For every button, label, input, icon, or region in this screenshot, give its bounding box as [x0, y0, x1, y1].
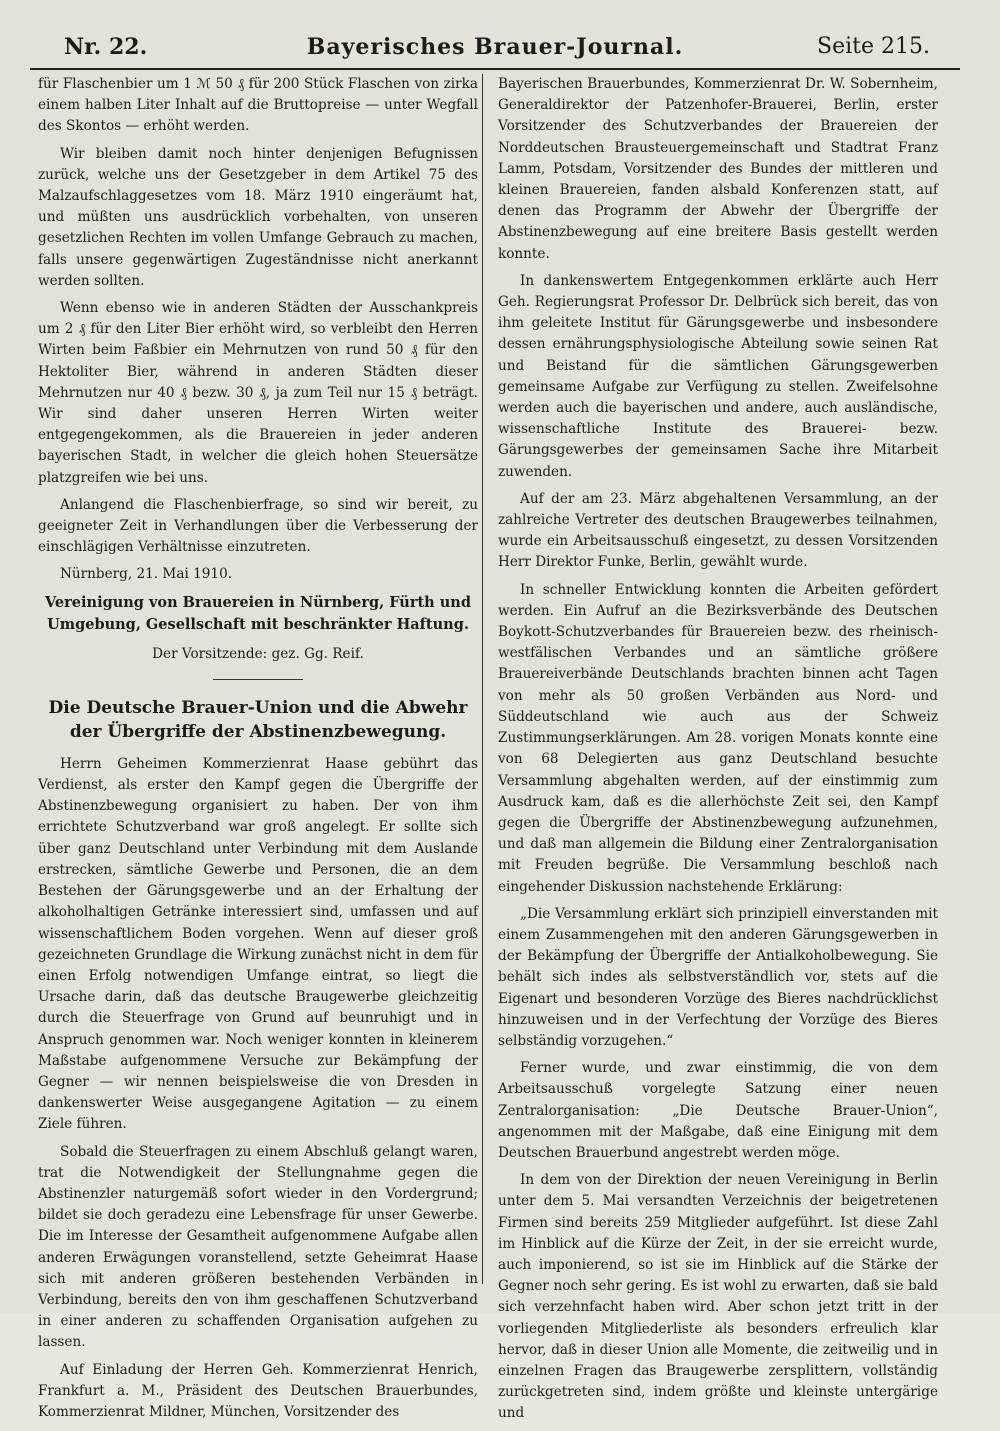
paragraph: Bayerischen Brauerbundes, Kommerzienrat Dr. W. Sobernheim, Generaldirektor der Patzenhofer-Brauerei, Berlin, erster Vorsitzender des Schutzverbandes der Brauereien der Norddeutschen Brausteuergemeinschaft und Stadtrat Franz Lamm, Potsdam, Vorsitzender des Bundes der mittleren und kleinen Brauereien, fanden alsbald Konferenzen statt, auf denen das Programm der Abwehr der Übergriffe der Abstinenzbewegung auf eine breitere Basis gestellt werden konnte.: [498, 76, 938, 262]
paragraph: Auf Einladung der Herren Geh. Kommerzienrat Henrich, Frankfurt a. M., Präsident des Deutschen Brauerbundes, Kommerzienrat Mildner, München, Vorsitzender des: [38, 1361, 478, 1420]
column-divider: [482, 74, 483, 1284]
paragraph: Auf der am 23. März abgehaltenen Versammlung, an der zahlreiche Vertreter des deutschen Braugewerbes teilnahmen, wurde ein Arbeitsausschuß eingesetzt, zu dessen Vorsitzenden Herr Direktor Funke, Berlin, gewählt wurde.: [498, 490, 938, 571]
page-number: Seite 215.: [817, 34, 930, 59]
paragraph: Anlangend die Flaschenbierfrage, so sind wir bereit, zu geeigneter Zeit in Verhandlungen über die Verbesserung der einschlägigen Verhältnisse einzutreten.: [38, 496, 478, 556]
paragraph: In dem von der Direktion der neuen Vereinigung in Berlin unter dem 5. Mai versandten Verzeichnis der beigetretenen Firmen sind bereits 259 Mitglieder aufgeführt. Ist diese Zahl im Hinblick auf die Kürze der Zeit, in der sie erreicht wurde, auch imponierend, so ist sie im Hinblick auf die Stärke der Gegner noch sehr gering. Es ist wohl zu erwarten, daß sie bald sich verzehnfacht haben wird. Aber schon jetzt tritt in der vorliegenden Mitgliederliste als besonders erfreulich klar hervor, daß in dieser Union alle Momente, die zeitweilig und in einzelnen Fragen das Braugewerbe zersplittern, vollständig zurückgetreten sind, indem größte und kleinste untergärige und: [498, 1172, 938, 1422]
article-heading: Die Deutsche Brauer-Union und die Abwehr der Übergriffe der Abstinenzbewegung.: [48, 697, 468, 742]
left-column: [38, 74, 478, 1429]
paragraph: In dankenswertem Entgegenkommen erklärte auch Herr Geh. Regierungsrat Professor Dr. Delbrück sich bereit, das von ihm geleitete Institut für Gärungsgewerbe und insbesondere dessen ernährungsphysiologische Abteilung sowie seinen Rat und Beistand für die sämtlichen Gärungsgewerben gemeinsame Aufgabe zur Verfügung zu stellen. Zweifelsohne werden auch die bayerischen und andere, auch ausländische, wissenschaftliche Institute des Brauerei- bezw. Gärungsgewerbes der gemeinsamen Sache ihre Mitarbeit zuwenden.: [498, 272, 938, 480]
paragraph: Wir bleiben damit noch hinter denjenigen Befugnissen zurück, welche uns der Gesetzgeber in dem Artikel 75 des Malzaufschlaggesetzes vom 18. März 1910 eingeräumt hat, und müßten uns ausdrücklich vorbehalten, von unseren gesetzlichen Rechten im vollen Umfange Gebrauch zu machen, falls unsere gegenwärtigen Zugeständnisse nicht anerkannt werden sollten.: [38, 145, 478, 289]
place-date: Nürnberg, 21. Mai 1910.: [60, 566, 233, 583]
paragraph: für Flaschenbier um 1 ℳ 50 ₰ für 200 Stück Flaschen von zirka einem halben Liter Inhalt auf die Bruttopreise — unter Wegfall des Skontos — erhöht werden.: [38, 76, 478, 135]
paragraph: Herrn Geheimen Kommerzienrat Haase gebührt das Verdienst, als erster den Kampf gegen die Übergriffe der Abstinenzbewegung organisiert zu haben. Der von ihm errichtete Schutzverband war groß angelegt. Er sollte sich über ganz Deutschland unter Verbindung mit dem Auslande erstrecken, sämtliche Gewerbe und Personen, die an dem Bestehen der Gärungsgewerbe und an der Erhaltung der alkoholhaltigen Getränke interessiert sind, umfassen und auf wissenschaftlichem Boden vorgehen. Wenn auf dieser groß gezeichneten Grundlage die Wirkung zunächst nicht in dem für einen Erfolg notwendigen Umfange eintrat, so liegt die Ursache darin, daß das deutsche Braugewerbe gleichzeitig durch die Steuerfrage von Grund auf beunruhigt und in Anspruch genommen war. Noch weniger konnten in kleinerem Maßstabe aufgenommene Versuche zur Bekämpfung der Gegner — wir nennen beispielsweise die von Dresden in dankenswerter Weise ausgegangene Agitation — zu einem Ziele führen.: [38, 755, 478, 1133]
paragraph: Wenn ebenso wie in anderen Städten der Ausschankpreis um 2 ₰ für den Liter Bier erhöht wird, so verbleibt den Herren Wirten beim Faßbier ein Mehrnutzen von rund 50 ₰ für den Hektoliter Bier, während in anderen Städten dieser Mehrnutzen nur 40 ₰ bezw. 30 ₰, ja zum Teil nur 15 ₰ beträgt. Wir sind daher unseren Herren Wirten weiter entgegengekommen, als die Brauereien in jeder anderen bayerischen Stadt, in welcher die gleich hohen Steuersätze platzgreifen wie bei uns.: [38, 300, 478, 486]
declaration-quote: „Die Versammlung erklärt sich prinzipiell einverstanden mit einem Zusammengehen mit den anderen Gärungsgewerben in der Bekämpfung der Übergriffe der Antialkoholbewegung. Sie behält sich indes als selbstverständlich vor, stets auf die Eigenart und besonderen Vorzüge des Bieres nachdrücklichst hinzuweisen und in der Verfechtung der Vorzüge des Bieres selbständig vorzugehen.“: [498, 905, 938, 1049]
right-column: [498, 74, 938, 1431]
paragraph: In schneller Entwicklung konnten die Arbeiten gefördert werden. Ein Aufruf an die Bezirksverbände des Deutschen Boykott-Schutzverbandes für Brauereien bezw. des rheinisch-westfälischen Verbandes und an sämtliche größere Brauereiverbände Deutschlands brachten binnen acht Tagen von mehr als 50 großen Verbänden aus Nord- und Süddeutschland wie auch aus der Schweiz Zustimmungserklärungen. Am 28. vorigen Monats konnte eine von 68 Delegierten aus ganz Deutschland besuchte Versammlung abgehalten werden, auf der einstimmig zum Ausdruck kam, daß es die allerhöchste Zeit sei, den Kampf gegen die Übergriffe der Abstinenzbewegung aufzunehmen, und daß man allgemein die Bildung einer Zentralorganisation mit Freuden begrüße. Die Versammlung beschloß nach eingehender Diskussion nachstehende Erklärung:: [498, 581, 938, 895]
signature: Der Vorsitzende: gez. Gg. Reif.: [152, 645, 364, 662]
journal-title: Bayerisches Brauer-Journal.: [306, 34, 684, 60]
paragraph: Ferner wurde, und zwar einstimmig, die von dem Arbeitsausschuß vorgelegte Satzung einer neuen Zentralorganisation: „Die Deutsche Brauer-Union“, angenommen mit der Maßgabe, daß eine Einigung mit dem Deutschen Brauerbund angestrebt werden möge.: [498, 1060, 938, 1161]
paragraph: Sobald die Steuerfragen zu einem Abschluß gelangt waren, trat die Notwendigkeit der Stellungnahme gegen die Abstinenzler naturgemäß sofort wieder in den Vordergrund; bildet sie doch geradezu eine Lebensfrage für unser Gewerbe. Die im Interesse der Gesamtheit aufgenommene Aufgabe allen anderen Erwägungen voranstellend, setzte Geheimrat Haase sich mit anderen größeren bestehenden Verbänden in Verbindung, bereits den von ihm geschaffenen Schutzverband in einer anderen zu schaffenden Organisation aufgehen zu lassen.: [38, 1143, 478, 1351]
section-divider: [213, 679, 303, 680]
page-header: [30, 28, 960, 70]
issue-number: Nr. 22.: [64, 34, 148, 60]
organization-name: Vereinigung von Brauereien in Nürnberg, Fürth und Umgebung, Gesellschaft mit beschränkter Haftung.: [45, 593, 471, 633]
